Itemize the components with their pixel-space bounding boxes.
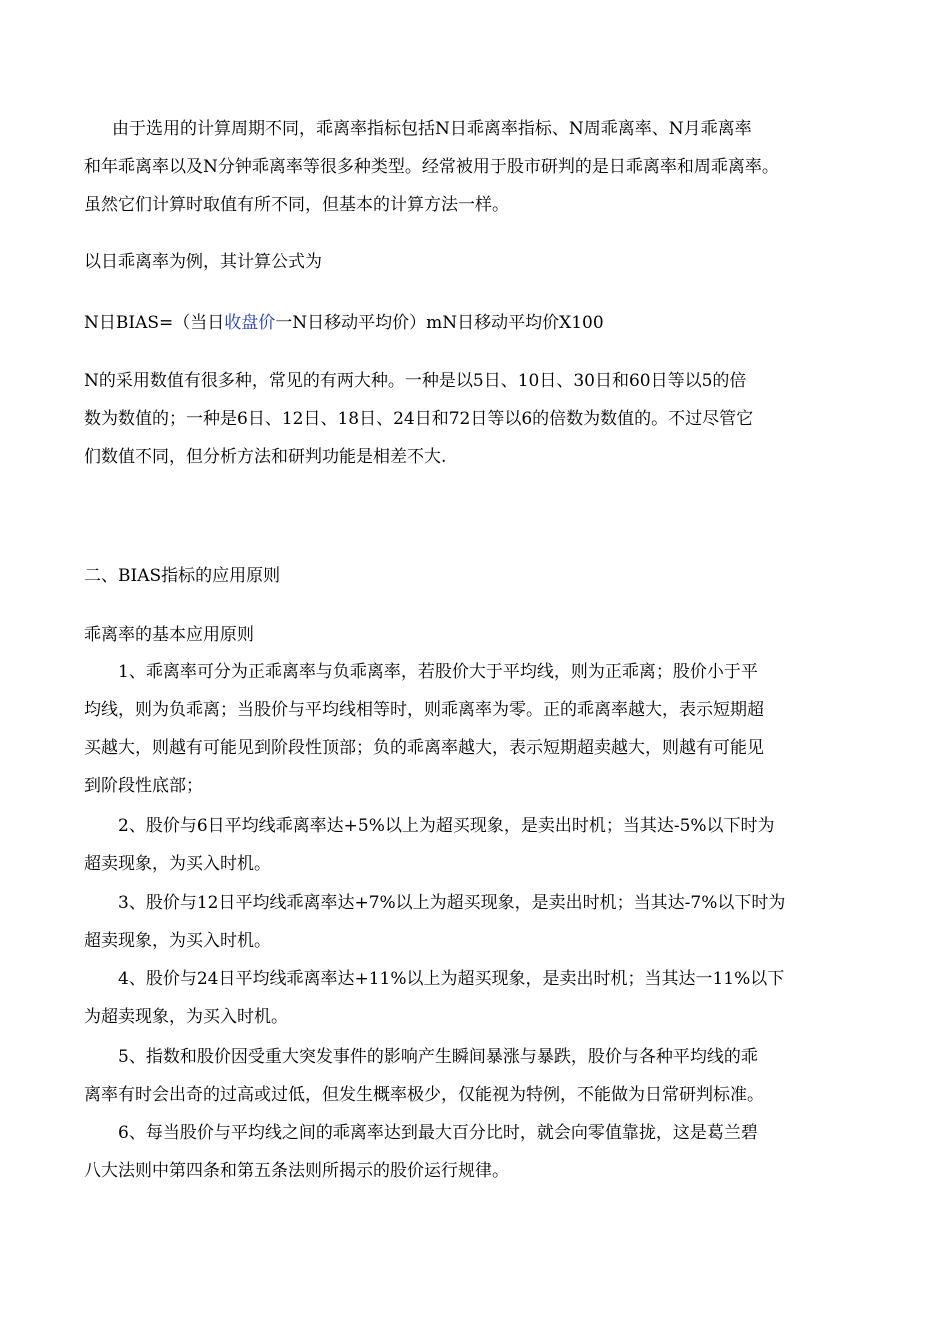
formula-intro: 以日乖离率为例，其计算公式为: [84, 252, 322, 272]
sub-heading: 乖离率的基本应用原则: [84, 625, 254, 645]
formula-line: [84, 312, 604, 334]
intro-line-1: 由于选用的计算周期不同，乖离率指标包括N日乖离率指标、N周乖离率、N月乖离率: [112, 119, 752, 139]
formula-prefix: N日BIAS=（当日: [84, 313, 225, 333]
section-heading: 二、BIAS指标的应用原则: [84, 566, 281, 586]
rule-2-line-1: 2、股价与6日平均线乖离率达+5%以上为超买现象，是卖出时机；当其达-5%以下时为: [118, 816, 775, 836]
rule-5-line-2: 离率有时会出奇的过高或过低，但发生概率极少，仅能视为特例，不能做为日常研判标准。: [84, 1085, 764, 1105]
n-values-line-2: 数为数值的；一种是6日、12日、18日、24日和72日等以6的倍数为数值的。不过尽管它: [84, 409, 754, 429]
rule-1-line-3: 买越大，则越有可能见到阶段性顶部；负的乖离率越大，表示短期超卖越大，则越有可能见: [84, 738, 764, 758]
intro-line-2: 和年乖离率以及N分钟乖离率等很多种类型。经常被用于股市研判的是日乖离率和周乖离率。: [84, 157, 779, 177]
rule-1-line-2: 均线，则为负乖离；当股价与平均线相等时，则乖离率为零。正的乖离率越大，表示短期超: [84, 700, 764, 720]
n-values-line-1: N的采用数值有很多种，常见的有两大种。一种是以5日、10日、30日和60日等以5的倍: [84, 371, 747, 391]
rule-6-line-1: 6、每当股价与平均线之间的乖离率达到最大百分比时，就会向零值靠拢，这是葛兰碧: [118, 1123, 758, 1143]
rule-2-line-2: 超卖现象，为买入时机。: [84, 854, 271, 874]
intro-line-3: 虽然它们计算时取值有所不同，但基本的计算方法一样。: [84, 195, 509, 215]
rule-1-line-4: 到阶段性底部；: [84, 776, 203, 796]
formula-suffix: 一N日移动平均价）mN日移动平均价X100: [275, 313, 604, 333]
rule-6-line-2: 八大法则中第四条和第五条法则所揭示的股价运行规律。: [84, 1161, 509, 1181]
rule-3-line-2: 超卖现象，为买入时机。: [84, 931, 271, 951]
rule-1-line-1: 1、乖离率可分为正乖离率与负乖离率，若股价大于平均线，则为正乖离；股价小于平: [118, 662, 758, 682]
rule-4-line-1: 4、股价与24日平均线乖离率达+11%以上为超买现象，是卖出时机；当其达一11%以下: [118, 969, 785, 989]
rule-4-line-2: 为超卖现象，为买入时机。: [84, 1007, 288, 1027]
rule-3-line-1: 3、股价与12日平均线乖离率达+7%以上为超买现象，是卖出时机；当其达-7%以下时为: [118, 893, 786, 913]
closing-price-link[interactable]: 收盘价: [224, 313, 276, 333]
rule-5-line-1: 5、指数和股价因受重大突发事件的影响产生瞬间暴涨与暴跌，股价与各种平均线的乖: [118, 1047, 758, 1067]
n-values-line-3: 们数值不同，但分析方法和研判功能是相差不大.: [84, 447, 447, 467]
